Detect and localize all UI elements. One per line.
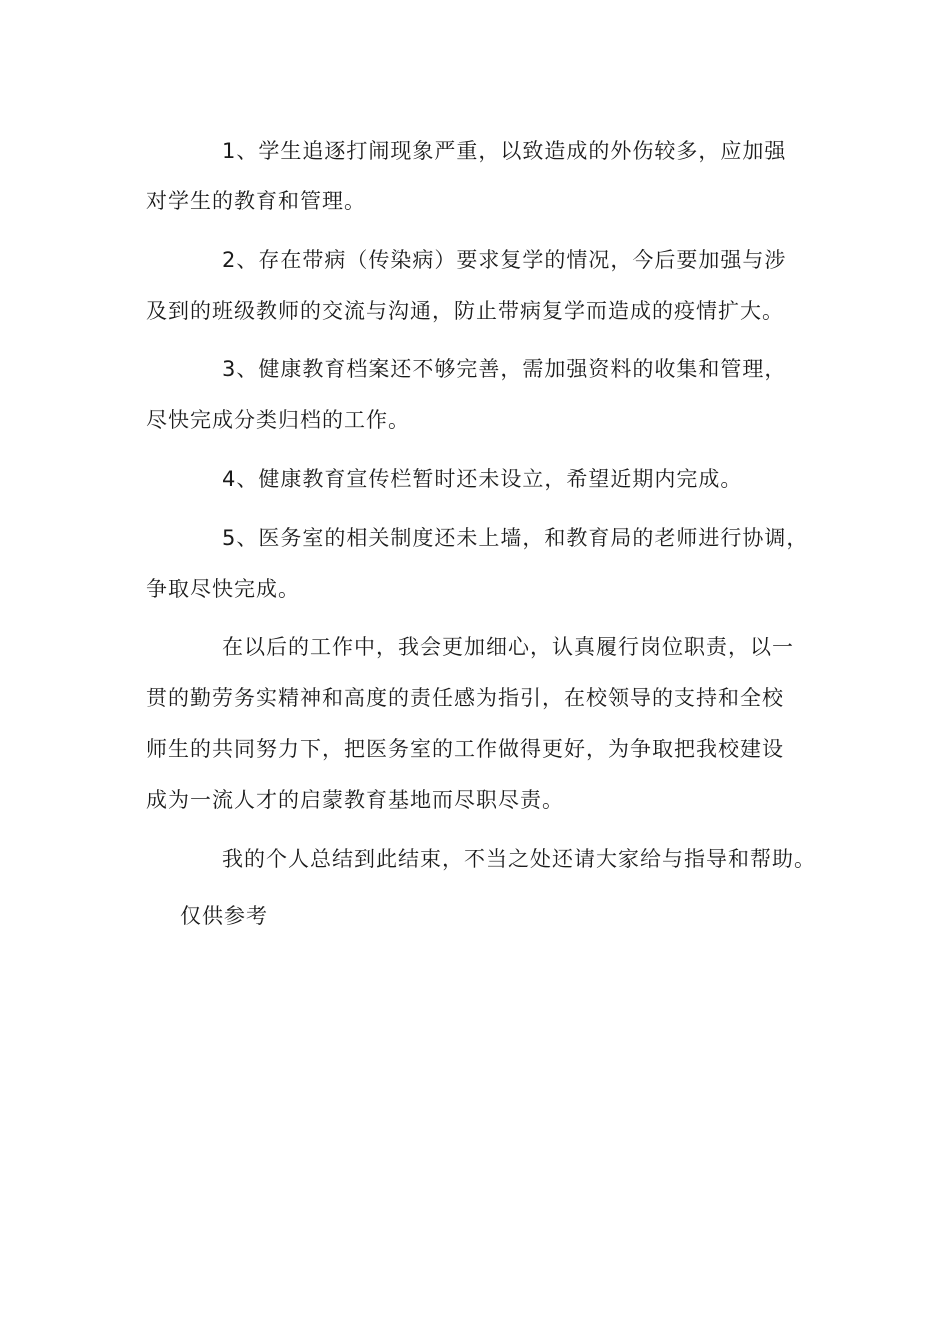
item-3-line-2: 尽快完成分类归档的工作。 (146, 408, 410, 432)
item-5-line-2: 争取尽快完成。 (146, 577, 300, 601)
closing-paragraph-line-2: 贯的勤劳务实精神和高度的责任感为指引，在校领导的支持和全校 (146, 686, 784, 710)
item-2-line-1: 2、存在带病（传染病）要求复学的情况，今后要加强与涉 (222, 248, 787, 272)
item-5-line-1: 5、医务室的相关制度还未上墙，和教育局的老师进行协调， (222, 526, 809, 550)
reference-only-note: 仅供参考 (180, 904, 268, 928)
item-2-line-2: 及到的班级教师的交流与沟通，防止带病复学而造成的疫情扩大。 (146, 299, 784, 323)
item-1-line-2: 对学生的教育和管理。 (146, 189, 366, 213)
item-3-line-1: 3、健康教育档案还不够完善，需加强资料的收集和管理， (222, 357, 787, 381)
closing-paragraph-line-4: 成为一流人才的启蒙教育基地而尽职尽责。 (146, 788, 564, 812)
item-1-line-1: 1、学生追逐打闹现象严重，以致造成的外伤较多，应加强 (222, 139, 787, 163)
item-4-line-1: 4、健康教育宣传栏暂时还未设立，希望近期内完成。 (222, 467, 743, 491)
final-remark-line: 我的个人总结到此结束，不当之处还请大家给与指导和帮助。 (222, 847, 816, 871)
closing-paragraph-line-1: 在以后的工作中，我会更加细心，认真履行岗位职责，以一 (222, 635, 794, 659)
closing-paragraph-line-3: 师生的共同努力下，把医务室的工作做得更好，为争取把我校建设 (146, 737, 784, 761)
